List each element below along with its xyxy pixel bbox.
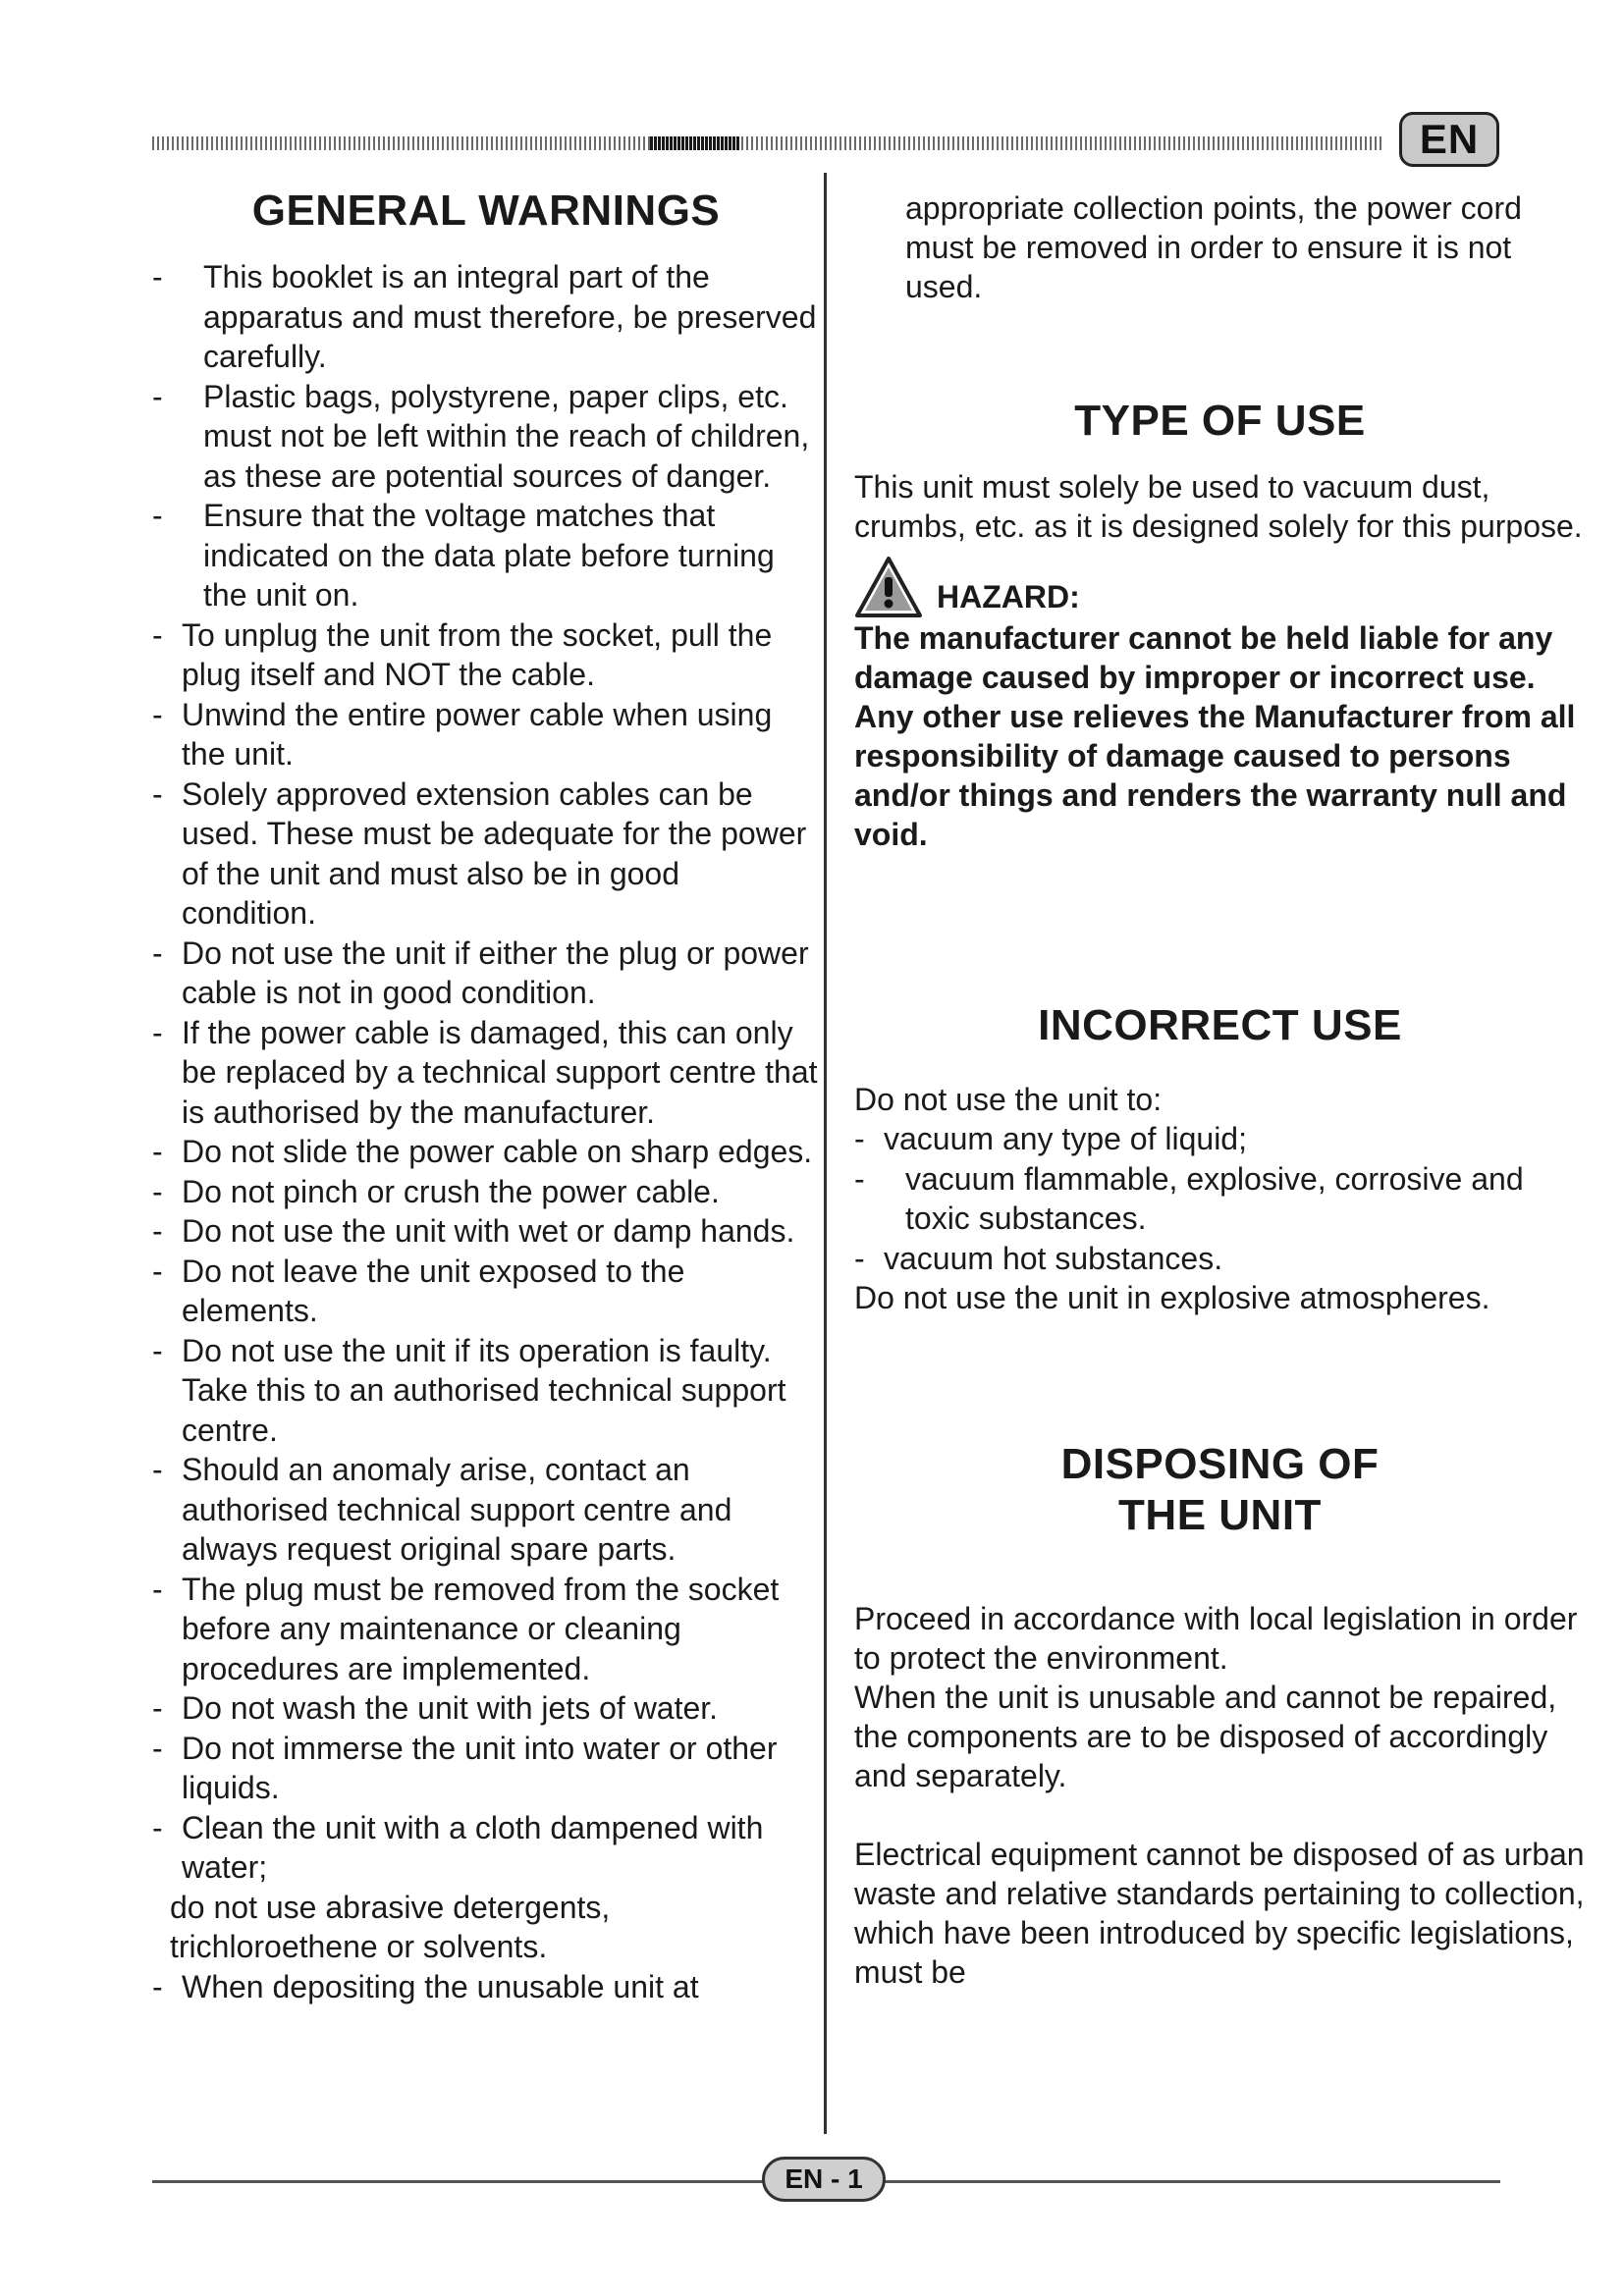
incorrect-use-outro: Do not use the unit in explosive atmospheres. [854,1280,1490,1315]
warning-item: - Do not slide the power cable on sharp edges. [152,1132,820,1172]
incorrect-use-item: - vacuum flammable, explosive, corrosive and toxic substances. [854,1159,1586,1239]
warning-item: - Clean the unit with a cloth dampened with water; [152,1808,820,1888]
disposing-title-line-2: THE UNIT [1118,1491,1322,1539]
warning-item: - Do not immerse the unit into water or other liquids. [152,1729,820,1808]
disposing-paragraph: Electrical equipment cannot be disposed of as urban waste and relative standards pertaining to collection, which have been introduced by specific legislations, must be [854,1837,1585,1990]
warning-item: - Solely approved extension cables can be used. These must be adequate for the power of the unit and must also be in good condition. [152,774,820,934]
warning-item: - If the power cable is damaged, this can only be replaced by a technical support centre that is authorised by the manufacturer. [152,1013,820,1133]
disposing-paragraph: Proceed in accordance with local legislation in order to protect the environment. [854,1601,1578,1676]
warning-item: - Do not use the unit if either the plug or power cable is not in good condition. [152,934,820,1013]
general-warnings-title: GENERAL WARNINGS [251,187,721,235]
right-column [854,188,1586,1992]
warning-item-continuation: do not use abrasive detergents, trichloroethene or solvents. [170,1889,611,1964]
hazard-heading [854,556,1586,618]
warning-item: - Do not use the unit if its operation is faulty. Take this to an authorised technical support centre. [152,1331,820,1451]
warning-item: - Do not pinch or crush the power cable. [152,1172,820,1212]
incorrect-use-intro: Do not use the unit to: [854,1082,1163,1117]
warning-item: - The plug must be removed from the socket before any maintenance or cleaning procedures are implemented. [152,1570,820,1689]
incorrect-use-title: INCORRECT USE [1038,1001,1402,1049]
warning-item: - When depositing the unusable unit at [152,1967,820,2007]
warning-item: - This booklet is an integral part of the apparatus and must therefore, be preserved carefully. [152,257,820,377]
type-of-use-title: TYPE OF USE [1074,397,1366,445]
header-dotted-rule-accent [650,136,740,150]
warning-continuation-text: appropriate collection points, the power cord must be removed in order to ensure it is not used. [905,190,1522,304]
warning-item: - Do not use the unit with wet or damp hands. [152,1211,820,1252]
incorrect-use-item: - vacuum any type of liquid; [854,1119,1586,1159]
warning-item: - Do not leave the unit exposed to the elements. [152,1252,820,1331]
header-dotted-rule [152,136,1384,150]
disposing-paragraph: When the unit is unusable and cannot be repaired, the components are to be disposed of accordingly and separately. [854,1680,1557,1793]
disposing-title-line-1: DISPOSING OF [1060,1440,1380,1488]
incorrect-use-item: - vacuum hot substances. [854,1239,1586,1279]
warning-triangle-icon [854,556,923,618]
general-warnings-list [152,257,820,2006]
incorrect-use-list [854,1119,1586,1278]
warning-item: - Plastic bags, polystyrene, paper clips, etc. must not be left within the reach of children, as these are potential sources of danger. [152,377,820,497]
page-number-badge: EN - 1 [762,2157,886,2202]
warning-item: - Unwind the entire power cable when using the unit. [152,695,820,774]
warning-item: - Should an anomaly arise, contact an authorised technical support centre and always request original spare parts. [152,1450,820,1570]
column-divider [824,173,827,2134]
left-column [152,187,820,2006]
hazard-text-other-use: Any other use relieves the Manufacturer from all responsibility of damage caused to persons and/or things and renders the warranty null and void. [854,699,1576,852]
language-badge: EN [1399,112,1499,167]
hazard-label: HAZARD: [937,579,1080,614]
type-of-use-text: This unit must solely be used to vacuum dust, crumbs, etc. as it is designed solely for this purpose. [854,469,1583,544]
hazard-text-liability: The manufacturer cannot be held liable for any damage caused by improper or incorrect use. [854,620,1553,695]
warning-item: - Do not wash the unit with jets of water. [152,1688,820,1729]
warning-item: - Ensure that the voltage matches that indicated on the data plate before turning the unit on. [152,496,820,615]
warning-item: - To unplug the unit from the socket, pull the plug itself and NOT the cable. [152,615,820,695]
